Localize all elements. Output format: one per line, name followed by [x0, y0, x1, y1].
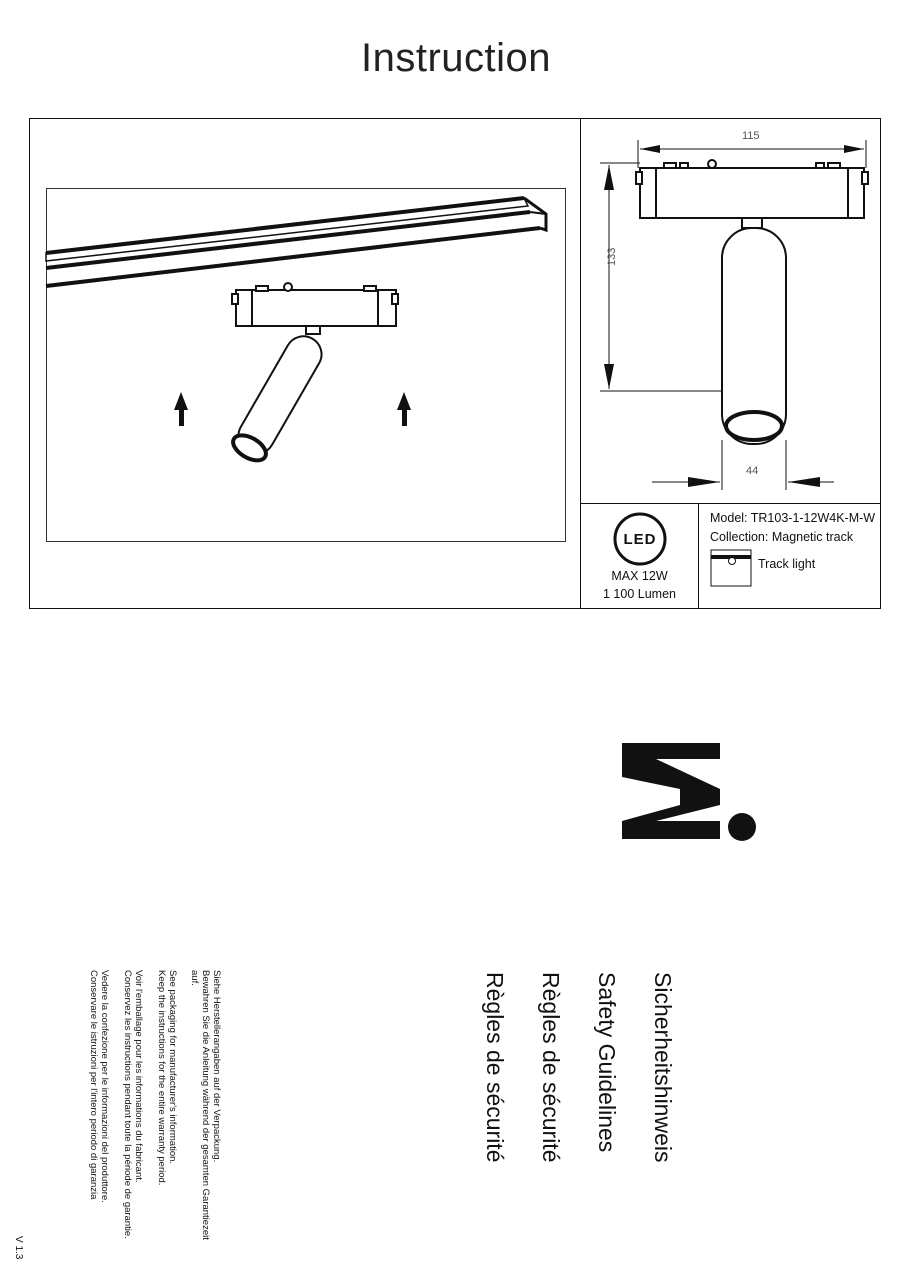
- safety-note-en: See packaging for manufacturer's information. Keep the instructions for the entire warranty period.: [156, 970, 178, 1186]
- brand-logo: [622, 743, 762, 843]
- page-title: Instruction: [360, 36, 552, 80]
- version-label: V 1.3: [13, 1236, 24, 1260]
- lumen-rating: 1 100 Lumen: [603, 587, 676, 601]
- width-dimension-label: 115: [742, 130, 760, 142]
- power-rating: MAX 12W: [611, 569, 668, 583]
- track-light-icon: [710, 549, 754, 589]
- safety-heading-en: Safety Guidelines: [594, 972, 620, 1153]
- track-light-label: Track light: [758, 557, 816, 571]
- safety-heading-it: Règles de sécurité: [482, 972, 508, 1163]
- dimension-drawing: [0, 0, 912, 620]
- diameter-dimension-label: 44: [746, 465, 759, 477]
- height-dimension-label: 133: [606, 247, 618, 266]
- safety-note-fr: Voir l'emballage pour les informations du fabricant. Conservez les instructions pendant toute la période de garantie.: [122, 970, 144, 1239]
- safety-note-it: Vedere la confezione per le informazioni del produttore. Conservare le istruzioni per l'intero periodo di garanzia: [88, 970, 110, 1203]
- collection-name: Collection: Magnetic track: [710, 530, 854, 544]
- safety-heading-de: Sicherheitshinweis: [650, 972, 676, 1163]
- model-number: Model: TR103-1-12W4K-M-W: [710, 511, 876, 525]
- led-label: LED: [623, 531, 657, 548]
- safety-note-de: Siehe Herstellerangaben auf der Verpackung. Bewahren Sie die Anleitung während der gesamten Garantiezeit auf.: [189, 970, 222, 1240]
- safety-heading-fr: Règles de sécurité: [538, 972, 564, 1163]
